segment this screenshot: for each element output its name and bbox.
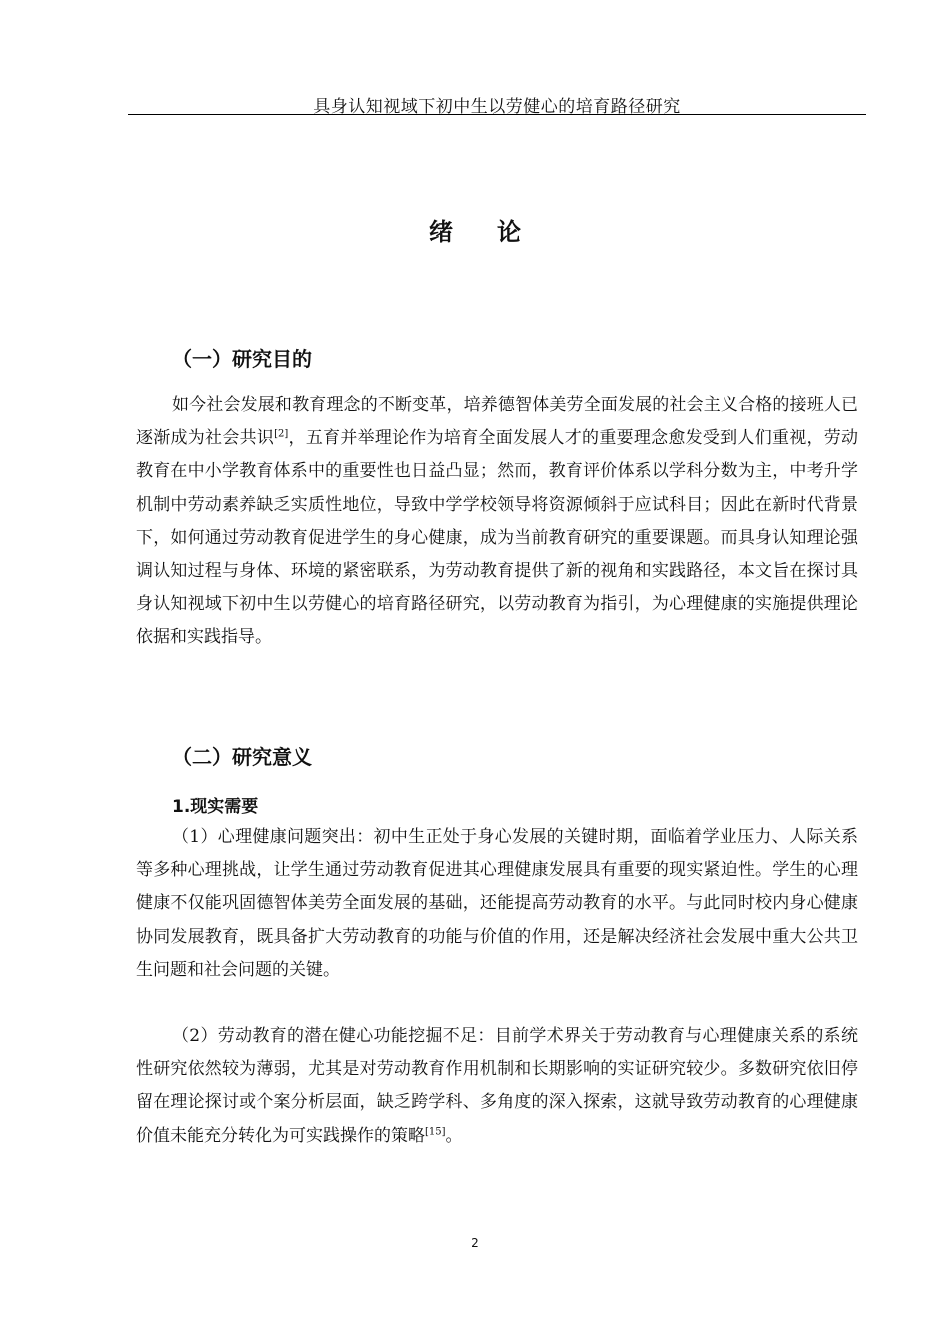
subsection-heading-practical: 1.现实需要 [172,797,259,817]
section-heading-purpose: （一）研究目的 [172,347,312,371]
citation-ref: [15] [425,1125,446,1137]
chapter-title [0,212,950,247]
chapter-title-char2: 论 [497,218,521,246]
running-header: 具身认知视域下初中生以劳健心的培育路径研究 [313,97,681,117]
section-heading-significance: （二）研究意义 [172,745,312,769]
paragraph-labor-education [136,1020,858,1153]
citation-ref: [2] [274,428,289,440]
page-number: 2 [471,1236,479,1250]
paragraph-purpose-text: 如今社会发展和教育理念的不断变革，培养德智体美劳全面发展的社会主义合格的接班人已逐渐成为社会共识 [136,395,858,449]
paragraph-purpose [136,389,858,655]
paragraph-labor-end: 。 [445,1125,463,1146]
paragraph-mental-health: （1）心理健康问题突出：初中生正处于身心发展的关键时期，面临着学业压力、人际关系等多种心理挑战，让学生通过劳动教育促进其心理健康发展具有重要的现实紧迫性。学生的心理健康不仅能巩固德智体美劳全面发展的基础，还能提高劳动教育的水平。与此同时校内身心健康协同发展教育，既具备扩大劳动教育的功能与价值的作用，还是解决经济社会发展中重大公共卫生问题和社会问题的关键。 [136,827,858,980]
header-rule [128,114,866,115]
paragraph-purpose-rest: ，五育并举理论作为培育全面发展人才的重要理念愈发受到人们重视，劳动教育在中小学教育体系中的重要性也日益凸显；然而，教育评价体系以学科分数为主，中考升学机制中劳动素养缺乏实质性地位，导致中学学校领导将资源倾斜于应试科目；因此在新时代背景下，如何通过劳动教育促进学生的身心健康，成为当前教育研究的重要课题。而具身认知理论强调认知过程与身体、环境的紧密联系，为劳动教育提供了新的视角和实践路径，本文旨在探讨具身认知视域下初中生以劳健心的培育路径研究，以劳动教育为指引，为心理健康的实施提供理论依据和实践指导。 [136,428,859,648]
chapter-title-char1: 绪 [429,218,453,246]
paragraph-labor-text: （2）劳动教育的潜在健心功能挖掘不足：目前学术界关于劳动教育与心理健康关系的系统性研究依然较为薄弱，尤其是对劳动教育作用机制和长期影响的实证研究较少。多数研究依旧停留在理论探讨或个案分析层面，缺乏跨学科、多角度的深入探索，这就导致劳动教育的心理健康价值未能充分转化为可实践操作的策略 [136,1026,858,1146]
